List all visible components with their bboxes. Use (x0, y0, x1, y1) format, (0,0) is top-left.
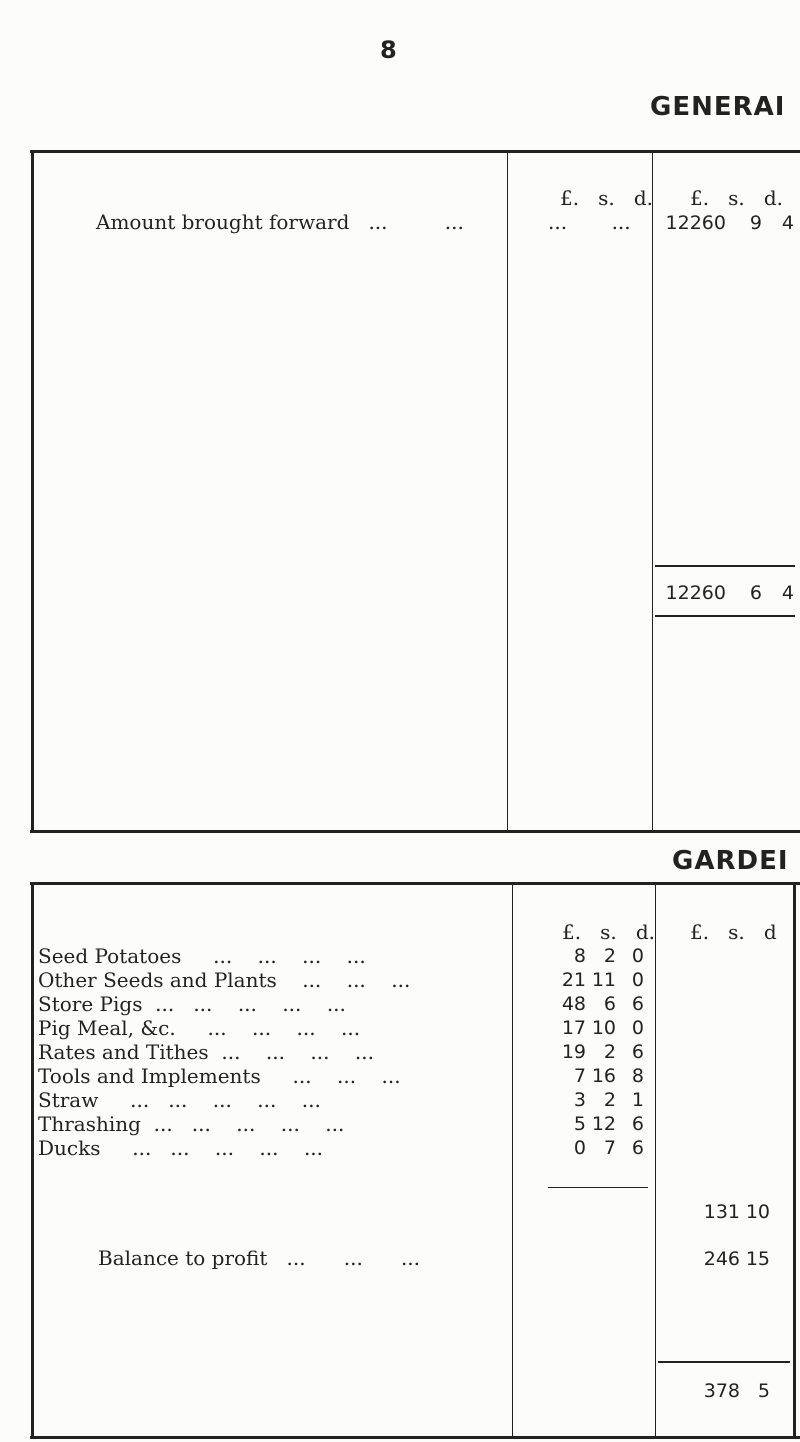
item-pence: 6 (631, 1137, 644, 1159)
page-number: 8 (380, 36, 397, 64)
item-label: Other Seeds and Plants ... ... ... (38, 968, 411, 992)
item-pounds: 5 (573, 1113, 586, 1135)
column-header-lsd: £. s. d (690, 920, 777, 944)
item-shillings: 2 (603, 1041, 616, 1063)
item-pounds: 0 (573, 1137, 586, 1159)
column-header-lsd: £. s. d. (560, 186, 654, 210)
item-label: Store Pigs ... ... ... ... ... (38, 992, 346, 1016)
list-item (0, 1040, 800, 1064)
item-pounds: 8 (573, 945, 586, 967)
item-pence: 6 (631, 993, 644, 1015)
item-pounds: 3 (573, 1089, 586, 1111)
item-shillings: 11 (591, 969, 616, 991)
item-label: Thrashing ... ... ... ... ... (38, 1112, 345, 1136)
item-pence: 6 (631, 1041, 644, 1063)
item-shillings: 10 (591, 1017, 616, 1039)
section-heading-general: GENERAI (650, 92, 786, 122)
item-pence: 0 (631, 969, 644, 991)
row-leader-dots: ... ... (548, 210, 631, 234)
subtotal-rule (548, 1187, 648, 1188)
item-shillings: 2 (603, 945, 616, 967)
total-shillings: 5 (757, 1380, 770, 1402)
list-item (0, 968, 800, 992)
total-pence: 4 (781, 582, 794, 604)
subtotal-pounds: 131 (703, 1201, 740, 1223)
amount-shillings: 9 (749, 212, 762, 234)
total-double-rule (655, 615, 795, 617)
table-top-rule (30, 882, 800, 885)
balance-pounds: 246 (703, 1248, 740, 1270)
item-pounds: 21 (561, 969, 586, 991)
item-shillings: 7 (603, 1137, 616, 1159)
item-shillings: 12 (591, 1113, 616, 1135)
subtotal-shillings: 10 (745, 1201, 770, 1223)
table-bottom-rule (30, 1436, 800, 1439)
column-divider (507, 152, 508, 830)
amount-pounds: 12260 (665, 212, 726, 234)
item-label: Straw ... ... ... ... ... (38, 1088, 321, 1112)
list-item (0, 944, 800, 968)
list-item (0, 1136, 800, 1160)
table-top-rule (30, 150, 800, 153)
total-pounds: 378 (703, 1380, 740, 1402)
row-label-amount-brought-forward: Amount brought forward ... ... (96, 210, 464, 234)
item-pounds: 19 (561, 1041, 586, 1063)
list-item (0, 1064, 800, 1088)
item-label: Rates and Tithes ... ... ... ... (38, 1040, 374, 1064)
item-label: Seed Potatoes ... ... ... ... (38, 944, 366, 968)
amount-pence: 4 (781, 212, 794, 234)
item-pounds: 48 (561, 993, 586, 1015)
item-shillings: 16 (591, 1065, 616, 1087)
total-shillings: 6 (749, 582, 762, 604)
item-label: Tools and Implements ... ... ... (38, 1064, 401, 1088)
item-label: Pig Meal, &c. ... ... ... ... (38, 1016, 361, 1040)
item-pence: 1 (631, 1089, 644, 1111)
list-item (0, 1112, 800, 1136)
item-label: Ducks ... ... ... ... ... (38, 1136, 324, 1160)
section-heading-garden: GARDEI (672, 846, 789, 876)
item-pounds: 7 (573, 1065, 586, 1087)
item-shillings: 6 (603, 993, 616, 1015)
total-pounds: 12260 (665, 582, 726, 604)
balance-shillings: 15 (745, 1248, 770, 1270)
list-item (0, 992, 800, 1016)
item-pence: 0 (631, 1017, 644, 1039)
item-pounds: 17 (561, 1017, 586, 1039)
balance-to-profit-label: Balance to profit ... ... ... (98, 1246, 421, 1270)
column-header-lsd: £. s. d. (690, 186, 784, 210)
total-rule (658, 1361, 790, 1363)
column-header-lsd: £. s. d. (562, 920, 656, 944)
total-rule (655, 565, 795, 567)
item-pence: 0 (631, 945, 644, 967)
column-divider (652, 152, 653, 830)
list-item (0, 1016, 800, 1040)
list-item (0, 1088, 800, 1112)
item-pence: 8 (631, 1065, 644, 1087)
item-pence: 6 (631, 1113, 644, 1135)
table-left-rule (31, 152, 34, 830)
item-shillings: 2 (603, 1089, 616, 1111)
section-divider-rule (30, 830, 800, 833)
